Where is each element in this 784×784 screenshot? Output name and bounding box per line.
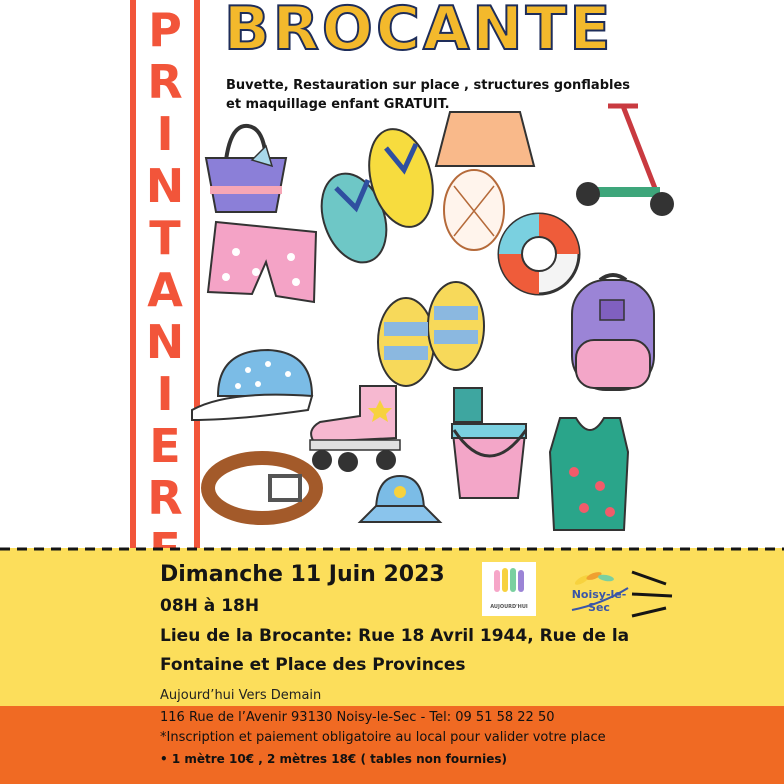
scooter-icon — [568, 96, 678, 226]
subtitle-line-2: et maquillage enfant GRATUIT. — [226, 97, 450, 112]
title-letter: T — [149, 211, 181, 265]
flip-flops-icon — [306, 118, 446, 268]
title-letter: E — [149, 419, 181, 473]
title-letter: N — [145, 315, 185, 369]
highlight-lines-icon — [626, 566, 678, 622]
title-letter: A — [147, 263, 183, 317]
belt-icon — [200, 444, 324, 532]
bag-icon — [196, 120, 296, 216]
title-letter: R — [147, 471, 183, 525]
hands-icon — [482, 562, 536, 602]
bucket-hat-icon — [354, 466, 446, 542]
noisy-le-sec-logo-text: Noisy-le-Sec — [571, 588, 627, 614]
pricing-bullet: • 1 mètre 10€ , 2 mètres 18€ ( tables non fournies) — [160, 752, 507, 766]
subtitle-line-1: Buvette, Restauration sur place , structures gonflables — [226, 78, 631, 93]
aujourdhui-logo — [482, 562, 536, 616]
organizer: Aujourd’hui Vers Demain — [160, 688, 322, 703]
title-letter: I — [156, 367, 174, 421]
title-letter: I — [156, 107, 174, 161]
event-place-line-1: Lieu de la Brocante: Rue 18 Avril 1944, Rue de la — [160, 626, 630, 646]
event-hours: 08H à 18H — [160, 596, 260, 616]
bucket-icon — [444, 382, 534, 502]
registration-note: *Inscription et paiement obligatoire au local pour valider votre place — [160, 730, 606, 745]
event-place — [160, 622, 660, 680]
backpack-icon — [560, 270, 666, 396]
event-place-line-2: Fontaine et Place des Provinces — [160, 655, 466, 675]
vertical-title — [130, 0, 200, 548]
event-date: Dimanche 11 Juin 2023 — [160, 562, 445, 587]
sandals-icon — [366, 272, 496, 392]
headline: BROCANTE — [224, 0, 614, 64]
aujourdhui-logo-caption: AUJOURD'HUI — [490, 604, 528, 610]
dashed-divider — [0, 544, 784, 554]
contact-address: 116 Rue de l’Avenir 93130 Noisy-le-Sec - Tel: 09 51 58 22 50 — [160, 710, 555, 725]
noisy-le-sec-logo — [562, 568, 636, 614]
title-letter: N — [145, 159, 185, 213]
tank-top-icon — [540, 412, 640, 536]
title-letter: R — [147, 55, 183, 109]
title-letter: P — [148, 3, 182, 57]
